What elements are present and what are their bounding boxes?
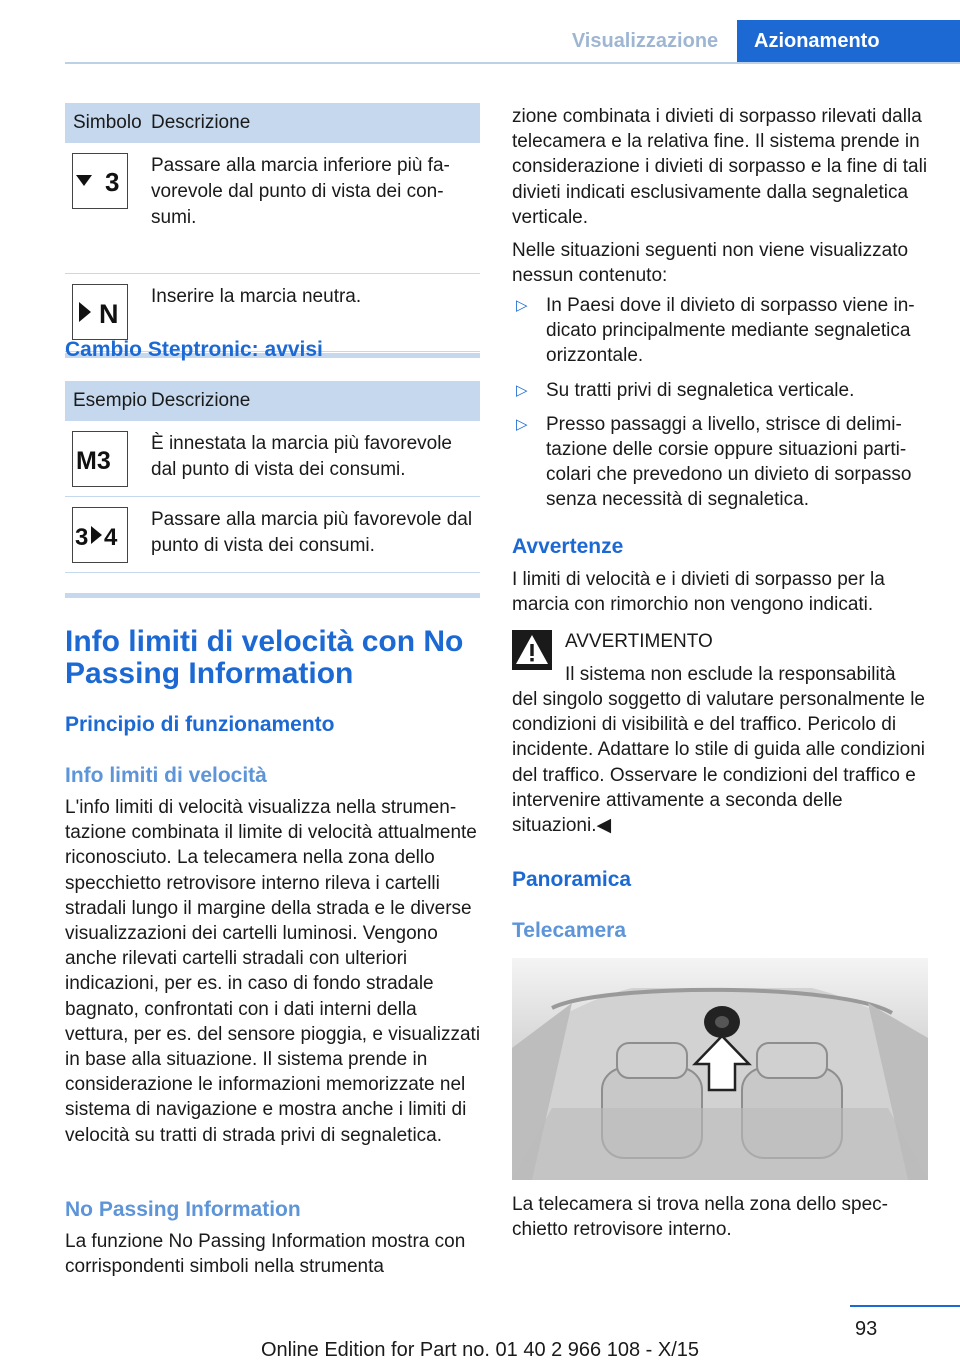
- example-table: [65, 381, 480, 598]
- situations-list: [512, 293, 928, 522]
- table-row: [65, 143, 480, 274]
- table-row: [65, 497, 480, 573]
- paragraph-no-passing: La funzione No Passing Information mostra con corrispondenti simboli nella strumenta: [65, 1231, 466, 1278]
- row-description: Passare alla marcia inferiore più favorevole dal punto di vista dei consumi.: [151, 155, 450, 228]
- heading-panoramica: Panoramica: [512, 868, 632, 891]
- col-description: Descrizione: [151, 390, 251, 411]
- table-end-rule: [65, 593, 480, 598]
- list-item: ▷ Presso passaggi a livello, strisce di delimitazione delle corsie oppure situazioni particolari che prevedono un divieto di sorpasso senza necessità di segnaletica.: [516, 413, 912, 511]
- symbol-text: 3: [105, 167, 120, 196]
- symbol-table: [65, 103, 480, 358]
- warning-title: AVVERTIMENTO: [565, 631, 713, 652]
- list-item: ▷ In Paesi dove il divieto di sorpasso viene indicato principalmente mediante segnaletica orizzontale.: [516, 295, 915, 367]
- heading-no-passing: No Passing Information: [65, 1198, 301, 1221]
- table-row: [65, 421, 480, 497]
- row-description: Inserire la marcia neutra.: [151, 286, 362, 307]
- col-symbol: Simbolo: [73, 112, 142, 133]
- bullet-triangle-icon: ▷: [516, 415, 528, 433]
- edition-note: Online Edition for Part no. 01 40 2 966 108 - X/15: [260, 1339, 700, 1361]
- page-title: Info limiti di velocità con No Passing Information: [65, 625, 464, 690]
- paragraph-situations: Nelle situazioni seguenti non viene visualizzato nessun contenuto:: [512, 240, 909, 287]
- section-title-steptronic: Cambio Steptronic: avvisi: [65, 338, 323, 361]
- row-description: Passare alla marcia più favorevole dal punto di vista dei consumi.: [151, 509, 473, 556]
- image-caption: La telecamera si trova nella zona dello specchietto retrovisore interno.: [512, 1194, 888, 1241]
- symbol-text: 3: [75, 524, 89, 550]
- shift-3-to-4-icon: [72, 507, 128, 563]
- table-header: [65, 381, 480, 421]
- symbol-text: 4: [104, 524, 118, 550]
- tab-visualizzazione[interactable]: Visualizzazione: [571, 29, 719, 52]
- m3-gear-icon: [72, 431, 128, 487]
- symbol-text: N: [99, 299, 119, 327]
- bullet-triangle-icon: ▷: [516, 381, 528, 399]
- tab-azionamento[interactable]: Azionamento: [737, 20, 960, 62]
- warning-text: del singolo soggetto di valutare personalmente le condizioni di visibilità e del traffico. Pericolo di incidente. Adattare lo stile di guida alle condizioni del traffico. Osservare le condizioni del traffico e intervenire attivamente a seconda delle situazioni.◀: [512, 689, 925, 837]
- heading-info-limiti: Info limiti di velocità: [65, 764, 267, 787]
- paragraph-continued: zione combinata i divieti di sorpasso rilevati dalla telecamera e la relativa fine. Il sistema prende in considerazione i divieti di sorpasso e la fine di tali divieti indicati esclusivamente dalla segnaletica verticale.: [512, 106, 928, 228]
- col-example: Esempio: [73, 390, 147, 411]
- downshift-3-icon: [72, 153, 128, 209]
- bullet-triangle-icon: ▷: [516, 297, 528, 314]
- heading-avvertenze: Avvertenze: [512, 535, 624, 558]
- table-header: [65, 103, 480, 143]
- col-description: Descrizione: [151, 112, 251, 133]
- windshield-camera-image: [512, 958, 928, 1180]
- footer-rule: [850, 1305, 960, 1307]
- paragraph-avvertenze: I limiti di velocità e i divieti di sorpasso per la marcia con rimorchio non vengono indicati.: [512, 569, 885, 616]
- symbol-text: M3: [76, 447, 111, 474]
- neutral-n-icon: [72, 284, 128, 340]
- page-number: 93: [855, 1318, 878, 1340]
- header-divider: [65, 62, 960, 64]
- paragraph-info-limiti: L'info limiti di velocità visualizza nella strumentazione combinata il limite di velocità attualmente riconosciuto. La telecamera nella zona dello specchietto retrovisore interno rileva i cartelli stradali lungo il margine della strada e le diverse visualizzazioni dei cartelli luminosi. Vengono anche rilevati cartelli stradali con ulteriori indicazioni, per es. in caso di fondo stradale bagnato, confrontati con i dati interni della vettura, per es. del sensore pioggia, e visualizzati in base alla situazione. Il sistema prende in considerazione le informazioni memorizzate nel sistema di navigazione e mostra anche i limiti di velocità su tratti di strada privi di segnaletica.: [65, 797, 481, 1146]
- row-description: È innestata la marcia più favorevole dal punto di vista dei consumi.: [151, 433, 452, 480]
- list-item: ▷ Su tratti privi di segnaletica verticale.: [512, 378, 928, 403]
- subtitle-principio: Principio di funzionamento: [65, 713, 335, 736]
- warning-icon: [512, 630, 552, 670]
- heading-telecamera: Telecamera: [512, 919, 627, 942]
- warning-text-first: Il sistema non esclude la responsabilità: [565, 664, 896, 685]
